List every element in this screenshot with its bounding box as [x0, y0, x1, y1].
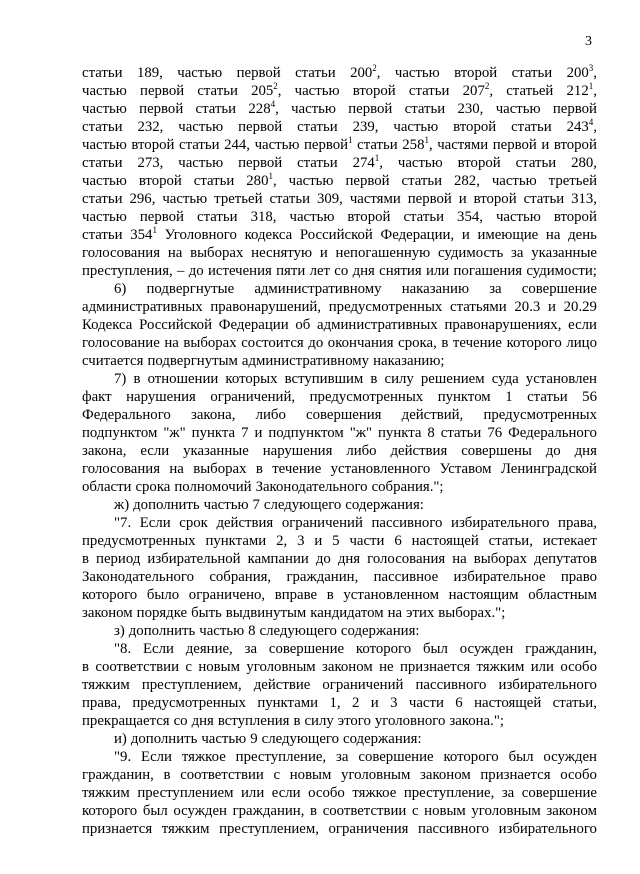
page-number: 3 — [585, 34, 592, 49]
text-line: "7. Если срок действия ограничений пассивного избирательного права, — [114, 515, 597, 531]
text-line: прекращается со дня вступления в силу этого уголовного закона."; — [82, 713, 504, 729]
text-line: в период избирательной кампании до дня голосования на выборах депутатов — [82, 551, 597, 567]
text-line: 7) в отношении которых вступившим в силу решением суда установлен — [114, 371, 597, 387]
text-line: которого было ограничено, вправе в установленном настоящим областным — [82, 587, 597, 603]
text-line: 6) подвергнутые административному наказанию за совершение — [114, 281, 597, 297]
text-line: Кодекса Российской Федерации об административных правонарушениях, если — [82, 317, 597, 333]
text-line: Федерального закона, либо совершения действий, предусмотренных — [82, 407, 597, 423]
document-body — [82, 64, 597, 838]
text-line: статьи 232, частью первой статьи 239, частью второй статьи $243^4$, — [82, 117, 597, 135]
text-line: частью второй статьи $280^1$, частью первой статьи 282, частью третьей — [82, 171, 597, 189]
text-line: гражданин, в соответствии с новым уголовным законом признается особо — [82, 767, 597, 783]
text-line: преступления, – до истечения пяти лет со дня снятия или погашения судимости; — [82, 263, 597, 279]
text-line: которого был осужден гражданин, в соответствии с новым уголовным законом — [82, 803, 597, 819]
text-line: признается тяжким преступлением, ограничения пассивного избирательного — [82, 821, 597, 837]
text-line: частью первой статьи 318, частью второй статьи 354, частью второй — [82, 209, 597, 225]
text-line: "9. Если тяжкое преступление, за совершение которого был осужден — [114, 749, 597, 765]
text-line: в соответствии с новым уголовным законом не признается тяжким или особо — [82, 659, 597, 675]
text-line: статьи 273, частью первой статьи $274^1$, частью второй статьи 280, — [82, 153, 597, 171]
text-line: частью первой статьи $205^2$, частью второй статьи $207^2$, статьей $212^1$, — [82, 81, 597, 99]
text-line: статьи 189, частью первой статьи $200^2$, частью второй статьи $200^3$, — [82, 63, 597, 81]
text-line: подпунктом "ж" пункта 7 и подпунктом "ж" пункта 8 статьи 76 Федерального — [82, 425, 597, 441]
text-line: тяжким преступлением или если особо тяжкое преступление, за совершение — [82, 785, 597, 801]
text-line: голосование на выборах состоится до окончания срока, в течение которого лицо — [82, 335, 597, 351]
text-line: тяжким преступлением, действие ограничений пассивного избирательного — [82, 677, 597, 693]
text-line: считается подвергнутым административному наказанию; — [82, 353, 445, 369]
text-line: частью первой статьи $228^4$, частью первой статьи 230, частью первой — [82, 99, 597, 117]
text-line: закона, если указанные нарушения либо действия совершены до дня — [82, 443, 597, 459]
text-line: факт нарушения ограничений, предусмотренных пунктом 1 статьи 56 — [82, 389, 597, 405]
text-line: голосования на выборах в течение установленного Уставом Ленинградской — [82, 461, 597, 477]
text-line: и) дополнить частью 9 следующего содержания: — [114, 731, 422, 747]
text-line: области срока полномочий Законодательного собрания."; — [82, 479, 444, 495]
text-line: статьи $354^1$ Уголовного кодекса Российской Федерации, и имеющие на день — [82, 225, 597, 243]
text-line: Законодательного собрания, гражданин, пассивное избирательное право — [82, 569, 597, 585]
text-line: ж) дополнить частью 7 следующего содержания: — [114, 497, 424, 513]
text-line: "8. Если деяние, за совершение которого был осужден гражданин, — [114, 641, 597, 657]
text-line: статьи 296, частью третьей статьи 309, частями первой и второй статьи 313, — [82, 191, 597, 207]
text-line: предусмотренных пунктами 2, 3 и 5 части 6 настоящей статьи, истекает — [82, 533, 597, 549]
text-line: частью второй статьи 244, частью первой$^1$ статьи $258^1$, частями первой и второй — [82, 135, 597, 153]
text-line: права, предусмотренных пунктами 1, 2 и 3 части 6 настоящей статьи, — [82, 695, 597, 711]
text-line: з) дополнить частью 8 следующего содержания: — [114, 623, 420, 639]
text-line: административных правонарушений, предусмотренных статьями 20.3 и 20.29 — [82, 299, 597, 315]
text-line: законом порядке быть выдвинутым кандидатом на этих выборах."; — [82, 605, 506, 621]
text-line: голосования на выборах неснятую и непогашенную судимость за указанные — [82, 245, 597, 261]
